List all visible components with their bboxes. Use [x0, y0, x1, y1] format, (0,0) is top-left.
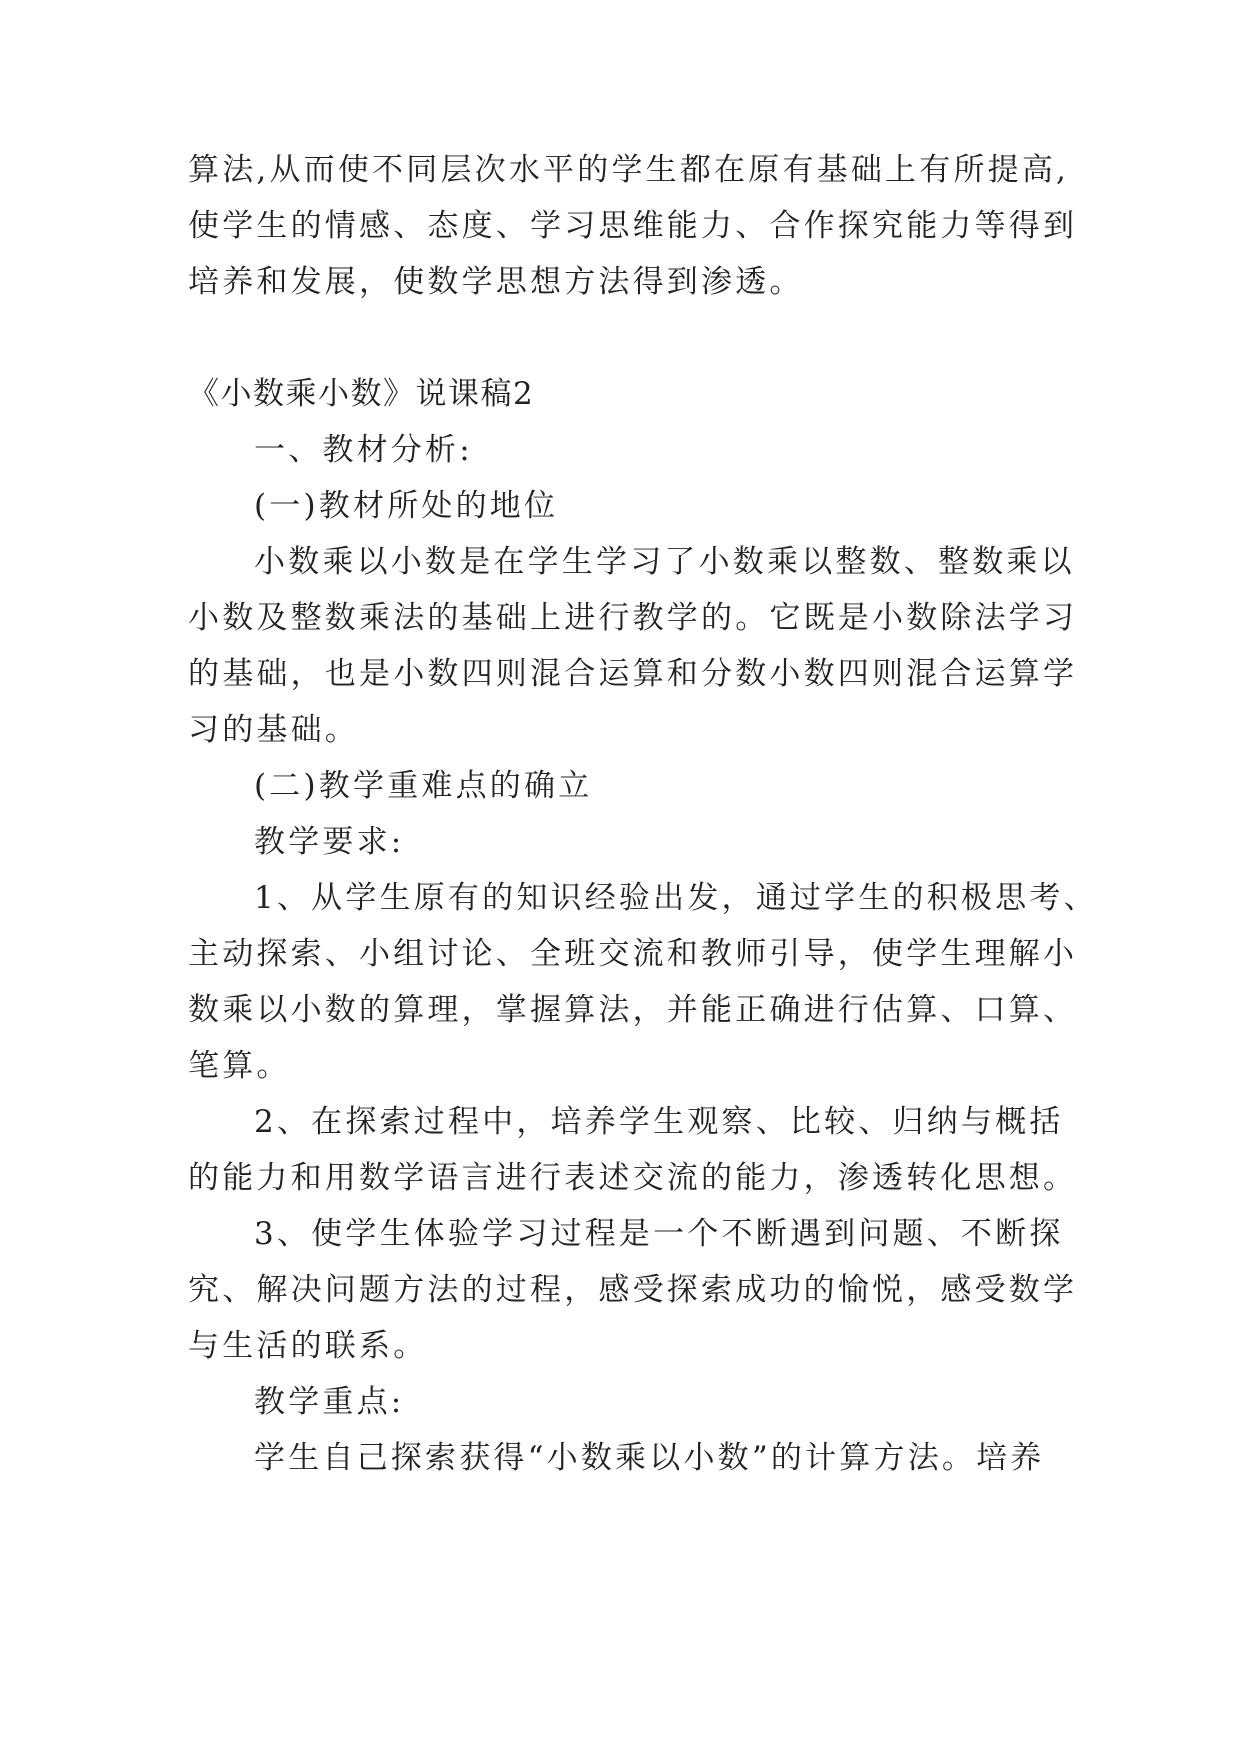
list-item-1-line: 数乘以小数的算理，掌握算法，并能正确进行估算、口算、 — [188, 992, 1078, 1028]
text-line-2: 使学生的情感、态度、学习思维能力、合作探究能力等得到 — [188, 208, 1078, 244]
subheading-position: (一)教材所处的地位 — [254, 488, 559, 524]
text-line-1: 算法,从而使不同层次水平的学生都在原有基础上有所提高, — [188, 152, 1070, 188]
paragraph-line: 小数乘以小数是在学生学习了小数乘以整数、整数乘以 — [254, 544, 1075, 580]
list-item-1-line: 主动探索、小组讨论、全班交流和教师引导，使学生理解小 — [188, 936, 1078, 972]
list-item-1-line: 笔算。 — [188, 1048, 291, 1084]
paragraph-line: 的基础，也是小数四则混合运算和分数小数四则混合运算学 — [188, 656, 1078, 692]
subheading-key-points: (二)教学重难点的确立 — [254, 768, 593, 804]
list-item-2-line: 2、在探索过程中，培养学生观察、比较、归纳与概括 — [254, 1104, 1064, 1140]
heading-teaching-focus: 教学重点: — [254, 1384, 405, 1420]
paragraph-line: 学生自己探索获得“小数乘以小数”的计算方法。培养 — [254, 1440, 1045, 1476]
list-item-3-line: 究、解决问题方法的过程，感受探索成功的愉悦，感受数学 — [188, 1272, 1078, 1308]
heading-teaching-requirements: 教学要求: — [254, 824, 405, 860]
paragraph-line: 习的基础。 — [188, 712, 359, 748]
section-title: 《小数乘小数》说课稿2 — [188, 376, 535, 412]
list-item-3-line: 与生活的联系。 — [188, 1328, 428, 1364]
paragraph-line: 小数及整数乘法的基础上进行教学的。它既是小数除法学习 — [188, 600, 1078, 636]
list-item-2-line: 的能力和用数学语言进行表述交流的能力，渗透转化思想。 — [188, 1160, 1078, 1196]
text-line-3: 培养和发展，使数学思想方法得到渗透。 — [188, 264, 804, 300]
heading-textbook-analysis: 一、教材分析: — [254, 432, 473, 468]
list-item-1-line: 1、从学生原有的知识经验出发，通过学生的积极思考、 — [254, 880, 1098, 916]
list-item-3-line: 3、使学生体验学习过程是一个不断遇到问题、不断探 — [254, 1216, 1064, 1252]
